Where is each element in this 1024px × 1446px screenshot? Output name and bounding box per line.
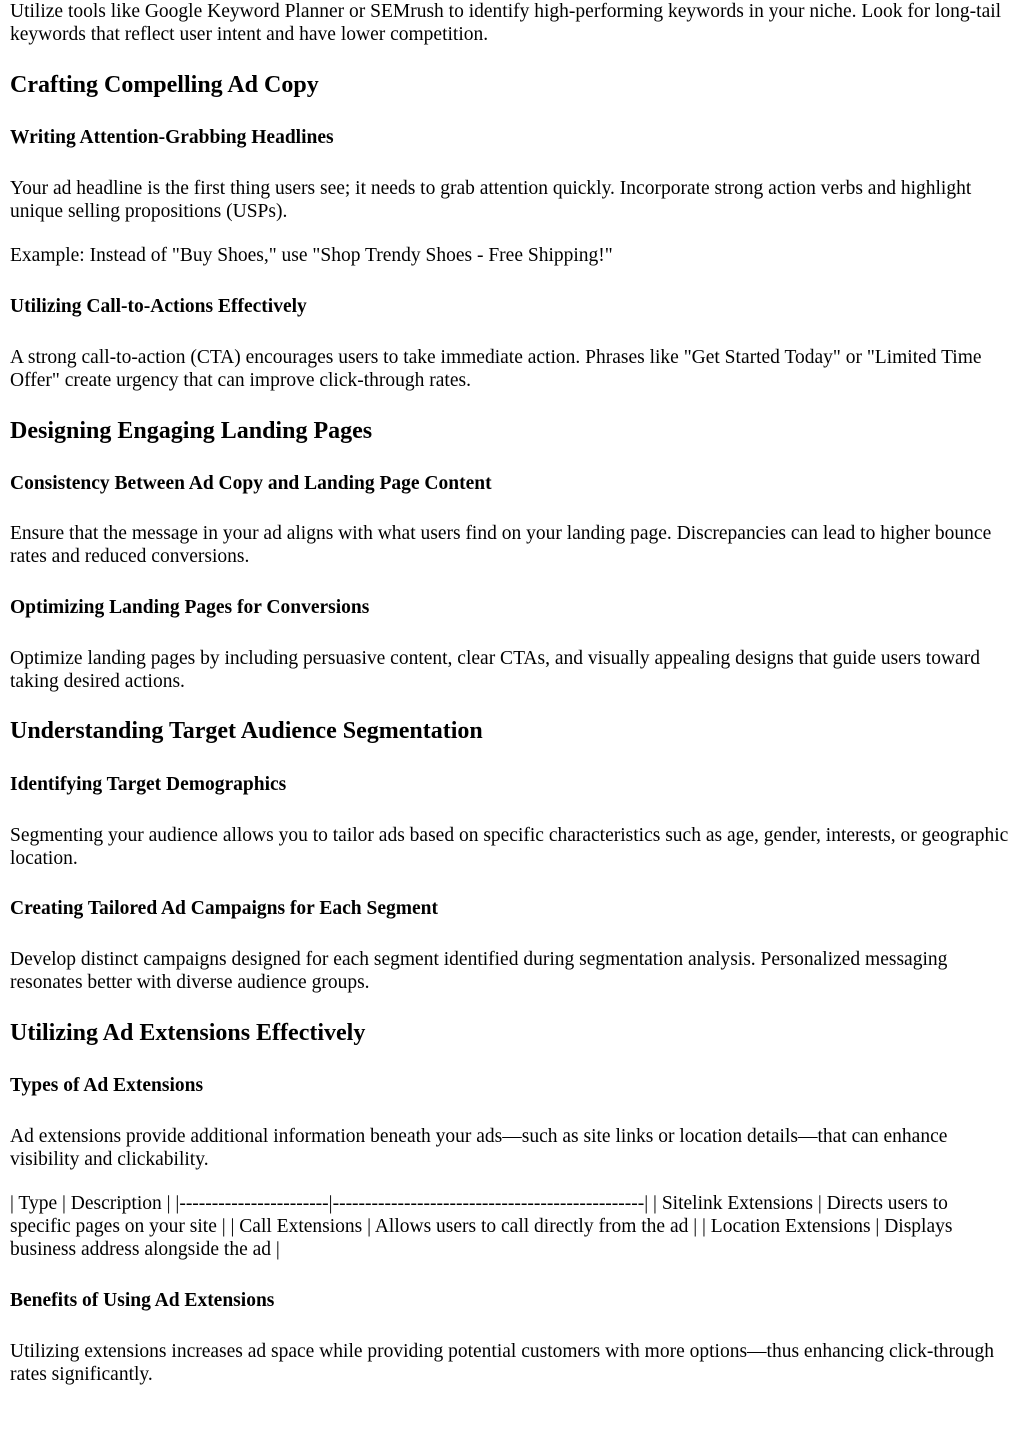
- section-heading-ad-extensions: Utilizing Ad Extensions Effectively: [10, 1020, 366, 1046]
- paragraph-extension-benefits: Utilizing extensions increases ad space while providing potential customers with more options—thus enhancing click-through rates significantly.: [10, 1341, 994, 1385]
- subsection-heading-cta: Utilizing Call-to-Actions Effectively: [10, 296, 307, 317]
- subsection-heading-optimizing: Optimizing Landing Pages for Conversions: [10, 597, 370, 618]
- paragraph-optimizing: Optimize landing pages by including persuasive content, clear CTAs, and visually appealing designs that guide users toward taking desired actions.: [10, 648, 980, 692]
- paragraph-demographics: Segmenting your audience allows you to tailor ads based on specific characteristics such as age, gender, interests, or geographic location.: [10, 825, 1009, 869]
- subsection-heading-headlines: Writing Attention-Grabbing Headlines: [10, 127, 334, 148]
- subsection-heading-extension-types: Types of Ad Extensions: [10, 1075, 204, 1096]
- intro-paragraph: Utilize tools like Google Keyword Planner or SEMrush to identify high-performing keywords in your niche. Look for long-tail keywords that reflect user intent and have lower competition.: [10, 1, 1002, 45]
- paragraph-cta: A strong call-to-action (CTA) encourages users to take immediate action. Phrases like "Get Started Today" or "Limited Time Offer" create urgency that can improve click-through rates.: [10, 347, 982, 391]
- paragraph-extension-table-text: | Type | Description | |-----------------------|------------------------------------------------| | Sitelink Extensions | Directs users to specific pages on your site | | Call Extensions | Allows users to call directly from the ad | | Location Extensions | Displays business address alongside the ad |: [10, 1193, 953, 1260]
- section-heading-landing-pages: Designing Engaging Landing Pages: [10, 418, 373, 444]
- paragraph-consistency: Ensure that the message in your ad aligns with what users find on your landing page. Discrepancies can lead to higher bounce rates and reduced conversions.: [10, 523, 992, 567]
- section-heading-ad-copy: Crafting Compelling Ad Copy: [10, 72, 319, 98]
- section-heading-audience: Understanding Target Audience Segmentation: [10, 718, 483, 744]
- paragraph-headline-example: Example: Instead of "Buy Shoes," use "Shop Trendy Shoes - Free Shipping!": [10, 245, 613, 266]
- paragraph-extension-types: Ad extensions provide additional information beneath your ads—such as site links or location details—that can enhance visibility and clickability.: [10, 1126, 948, 1170]
- subsection-heading-extension-benefits: Benefits of Using Ad Extensions: [10, 1290, 275, 1311]
- subsection-heading-consistency: Consistency Between Ad Copy and Landing Page Content: [10, 473, 492, 494]
- subsection-heading-demographics: Identifying Target Demographics: [10, 774, 287, 795]
- paragraph-tailored-campaigns: Develop distinct campaigns designed for each segment identified during segmentation analysis. Personalized messaging resonates better with diverse audience groups.: [10, 949, 948, 993]
- paragraph-headlines: Your ad headline is the first thing users see; it needs to grab attention quickly. Incorporate strong action verbs and highlight unique selling propositions (USPs).: [10, 178, 972, 222]
- subsection-heading-tailored-campaigns: Creating Tailored Ad Campaigns for Each Segment: [10, 898, 438, 919]
